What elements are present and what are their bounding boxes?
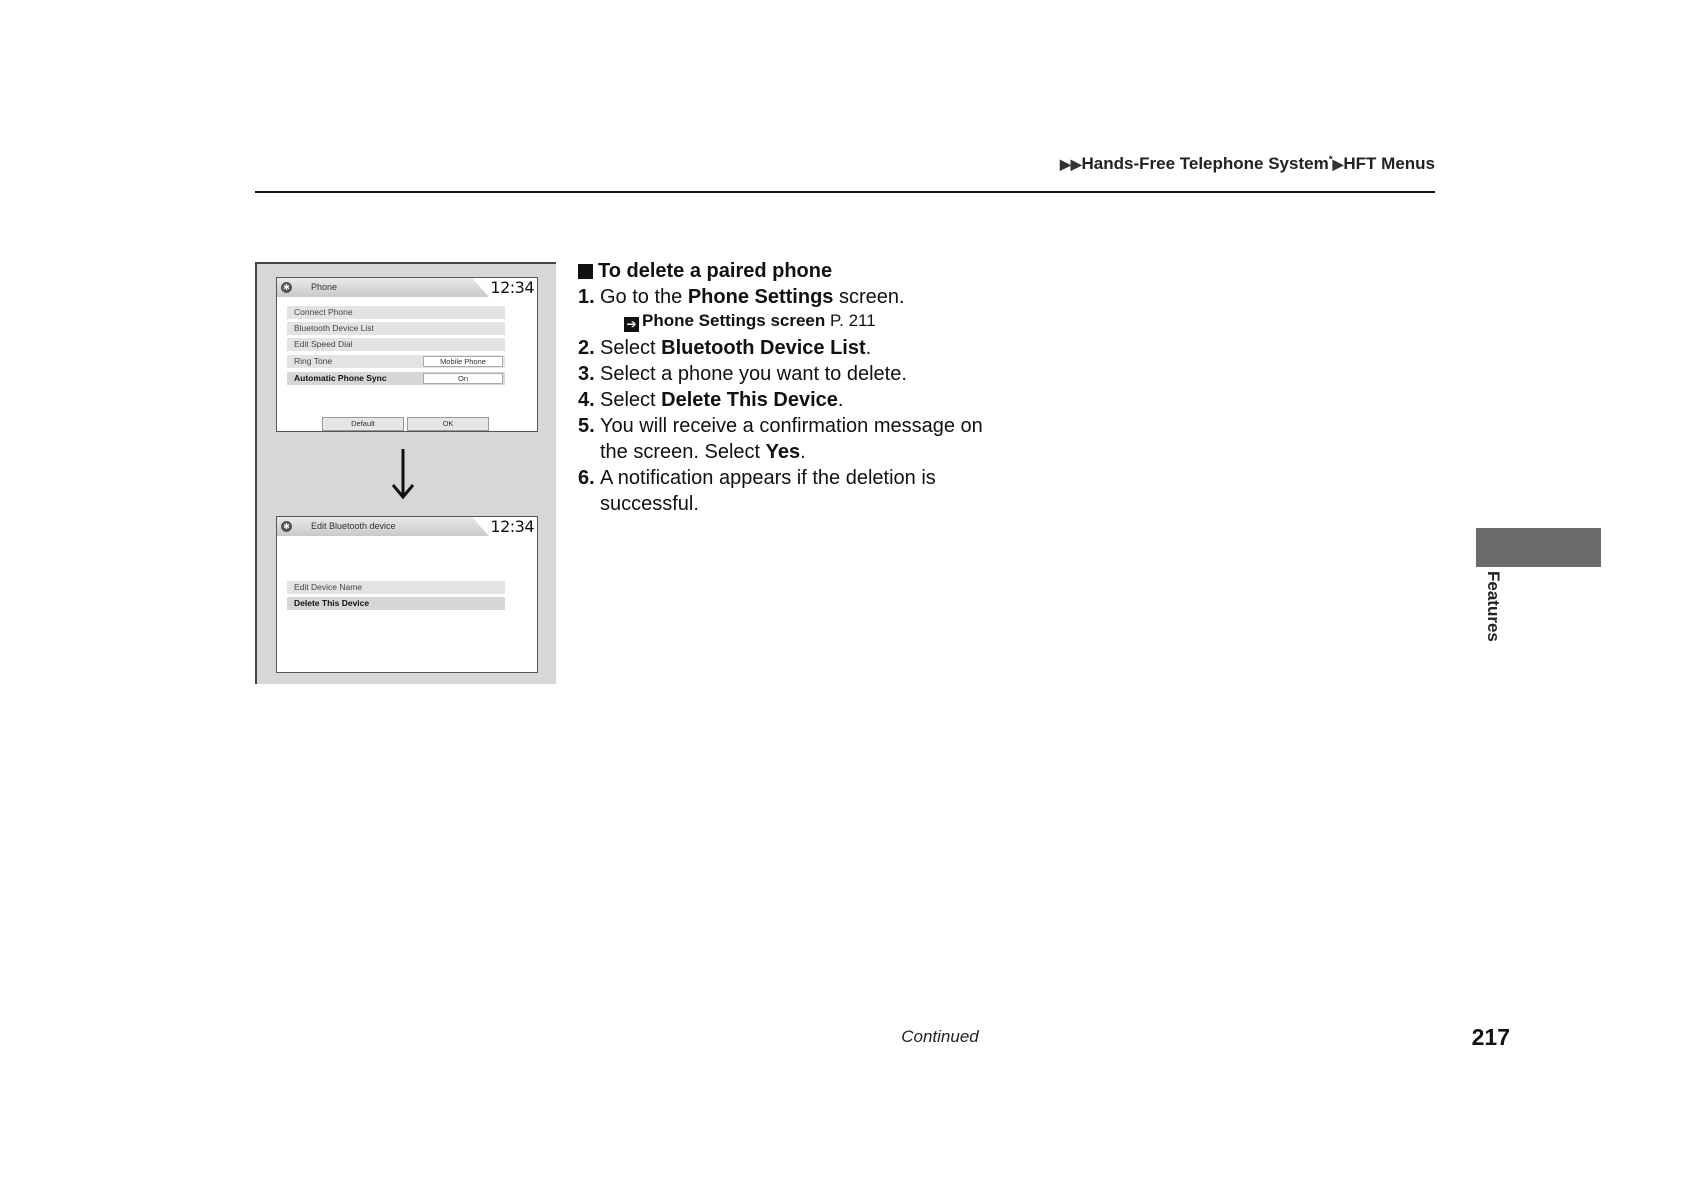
header-divider	[255, 191, 1435, 193]
section-title: To delete a paired phone	[578, 258, 998, 284]
menu-item-label: Automatic Phone Sync	[294, 373, 387, 383]
reference-arrow-icon: ➔	[624, 317, 639, 332]
menu-item-automatic-phone-sync	[287, 372, 505, 385]
instructions	[578, 258, 998, 517]
screen-title-bar	[277, 517, 537, 536]
gear-icon: ✱	[281, 521, 292, 532]
optional-feature-star: *	[1328, 154, 1333, 166]
ok-button: OK	[407, 417, 489, 431]
breadcrumb-section[interactable]: Hands-Free Telephone System	[1081, 154, 1329, 173]
menu-item-edit-speed-dial: Edit Speed Dial	[287, 338, 505, 351]
menu-item-value: On	[423, 373, 503, 384]
phone-menu-screen	[276, 277, 538, 432]
clock: 12:34	[490, 517, 534, 536]
menu-item-bluetooth-device-list: Bluetooth Device List	[287, 322, 505, 335]
screen-title: Phone	[311, 282, 338, 292]
menu-item-connect-phone: Connect Phone	[287, 306, 505, 319]
screen-title: Edit Bluetooth device	[311, 521, 396, 531]
step-4: 4. Select Delete This Device.	[578, 389, 844, 411]
down-arrow-icon	[383, 447, 423, 502]
edit-bluetooth-device-screen	[276, 516, 538, 673]
step-1: 1. Go to the Phone Settings screen.	[578, 286, 905, 308]
menu-item-label: Ring Tone	[294, 356, 333, 366]
menu-item-value: Mobile Phone	[423, 356, 503, 367]
breadcrumb-subsection[interactable]: HFT Menus	[1343, 154, 1435, 173]
square-bullet-icon	[578, 264, 593, 279]
gear-icon: ✱	[281, 282, 292, 293]
menu-item-delete-this-device: Delete This Device	[287, 597, 505, 610]
menu-item-edit-device-name: Edit Device Name	[287, 581, 505, 594]
chapter-tab-label[interactable]: Features	[1484, 571, 1503, 642]
page-number: 217	[1471, 1024, 1510, 1050]
step-2: 2. Select Bluetooth Device List.	[578, 337, 872, 359]
breadcrumb-separator-icon: ▶	[1332, 156, 1344, 172]
default-button: Default	[322, 417, 404, 431]
screen-illustration	[255, 262, 556, 684]
chapter-tab[interactable]	[1476, 528, 1601, 567]
screen-title-bar	[277, 278, 537, 297]
clock: 12:34	[490, 278, 534, 297]
step-6: 6. A notification appears if the deletion is successful.	[578, 467, 936, 515]
breadcrumb-arrow-icon: ▶▶	[1059, 156, 1082, 172]
step-3: 3. Select a phone you want to delete.	[578, 363, 907, 385]
step-5: 5. You will receive a confirmation message on the screen. Select Yes.	[578, 415, 983, 463]
menu-item-ring-tone	[287, 355, 505, 368]
cross-reference-link[interactable]: ➔ Phone Settings screen P. 211	[578, 310, 998, 332]
breadcrumb	[1000, 154, 1435, 174]
continued-note: Continued	[901, 1027, 979, 1046]
